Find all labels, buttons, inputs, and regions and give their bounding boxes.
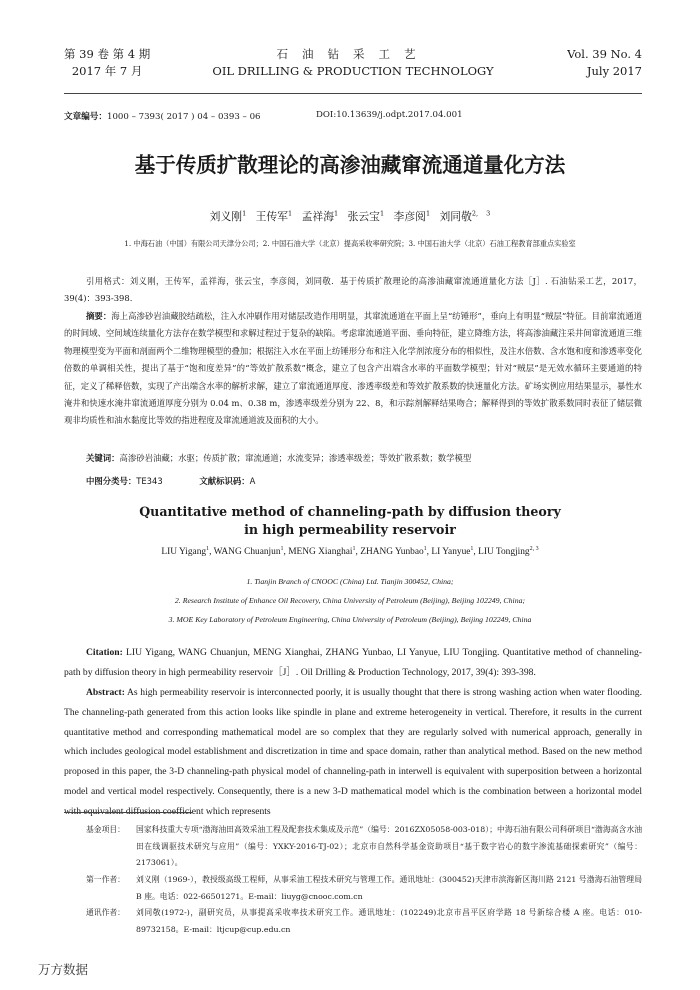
- footnote-funding-label: 基金项目：: [86, 825, 125, 834]
- author-list-cn: [0, 209, 700, 224]
- abstract-en-text: As high permeability reservoir is interconnected poorly, it is usually thought that there is strong washing action when water flooding. The channeling-path generated from this action looks like spindle in plane and extreme heterogeneity in vertical. Therefore, it results in the current quantitative method and corresponding mathematical model are so complex that they are regularly solved with numerical approach, generally in which includes geological model establishment and discretization in time and space domain, rather than analytical method. Based on the new method proposed in this paper, the 3-D channeling-path physical model of channeling-path in interwell is equivalent with superposition between a horizontal model and vertical model respectively. Consequently, there is a new 3-D mathematical model which is the combination between a horizontal model with equivalent diffusion coefficient which represents: [64, 687, 642, 817]
- header-issue-en: [567, 46, 642, 80]
- doi: DOI:10.13639/j.odpt.2017.04.001: [316, 110, 463, 120]
- abstract-cn-label: 摘要：: [86, 311, 112, 321]
- author-cn: 刘义刚$^1$: [209, 209, 247, 223]
- author-en: LIU Yigang$^1$,: [161, 546, 214, 558]
- footnote-first-author-label: 第一作者：: [86, 875, 125, 884]
- citation-en: [64, 643, 642, 683]
- keywords-cn-label: 关键词：: [86, 453, 120, 463]
- title-en-line-2: in high permeability reservoir: [244, 522, 456, 537]
- header-volume-en: Vol. 39 No. 4: [567, 47, 642, 61]
- affiliation-en: 1. Tianjin Branch of CNOOC (China) Ltd. Tianjin 300452, China;: [246, 577, 454, 586]
- citation-cn: 引用格式：刘义刚，王传军，孟祥海，张云宝，李彦阅，刘同敬．基于传质扩散理论的高渗油藏窜流通道量化方法［J］. 石油钻采工艺，2017，39(4)：393-398.: [64, 276, 642, 304]
- header-journal-en: OIL DRILLING & PRODUCTION TECHNOLOGY: [212, 64, 494, 78]
- footnote-corresponding-author: [64, 905, 642, 938]
- header-date-en: July 2017: [586, 64, 642, 78]
- author-list-en: [0, 546, 700, 557]
- footnote-funding: [64, 822, 642, 872]
- author-cn: 孟祥海$^1$: [301, 209, 339, 223]
- abstract-cn-text: 海上高渗砂岩油藏胶结疏松，注入水冲刷作用对储层改造作用明显，其窜流通道在平面上呈“纺锤形”，垂向上有明显“贼层”特征。目前窜流通道的时间域、空间域连续量化方法存在数学模型和求解过程过于复杂的缺陷。考虑窜流通道平面、垂向特征，建立降维方法，将高渗油藏注采井间窜流通道三维物理模型变为平面和剖面两个二维物理模型的叠加；根据注入水在平面上纺锤形分布和注入化学剂浓度分布的相似性，及注水倍数、含水饱和度和渗透率变化倍数的单调相关性，提出了基于“饱和度差异”的“等效扩散系数”概念，建立了包含产出端含水率的平面数学模型；针对“贼层”是无效水循环主要通道的特征，定义了稀释倍数，实现了产出端含水率的解析求解，建立了窜流通道厚度、渗透率级差和等效扩散系数的快速量化方法。矿场实例应用结果显示，暴性水淹井和快速水淹井窜流通道厚度分别为 0.04 m、0.38 m，渗透率级差分别为 22、8，和示踪剂解释结果吻合；解释得到的等效扩散系数同时表征了储层微观非均质性和油水黏度比等效的指进程度及窜流通道波及面积的大小。: [64, 311, 643, 426]
- keywords-cn: [64, 450, 642, 467]
- footnote-rule: [64, 812, 192, 813]
- footnote-corresponding-label: 通讯作者：: [86, 908, 125, 917]
- author-en: LI Yanyue$^1$,: [431, 546, 479, 558]
- doc-code-label: 文献标识码：: [199, 476, 250, 486]
- affiliation-en: 2. Research Institute of Enhance Oil Recovery, China University of Petroleum (Beijing), Beijing 102249, China;: [174, 596, 526, 605]
- affiliations-cn: 1. 中海石油（中国）有限公司天津分公司；2. 中国石油大学（北京）提高采收率研究院；3. 中国石油大学（北京）石油工程教育部重点实验室: [124, 239, 576, 248]
- abstract-cn: [64, 308, 642, 430]
- footnote-first-author-text: 刘义刚（1969-），教授级高级工程师，从事采油工程技术研究与管理工作。通讯地址：(300452)天津市滨海新区海川路 2121 号渤海石油管理局 B 座。电话：022-66501271。E-mail：liuyg@cnooc.com.cn: [136, 875, 642, 901]
- article-number-value: 1000 – 7393( 2017 ) 04 – 0393 – 06: [106, 112, 261, 122]
- citation-en-label: Citation:: [86, 647, 123, 658]
- citation-en-text: LIU Yigang, WANG Chuanjun, MENG Xianghai, ZHANG Yunbao, LI Yanyue, LIU Tongjing. Quantitative method of channeling-path by diffusion theory in high permeability reservoir［J］. Oil Drilling & Production Technology, 2017, 39(4): 393-398.: [64, 647, 642, 678]
- affiliations-en: [0, 572, 700, 629]
- doc-code-value: A: [249, 476, 256, 486]
- author-en: WANG Chuanjun$^1$,: [213, 546, 289, 558]
- abstract-en: [64, 683, 642, 822]
- header-journal-cn: 石油钻采工艺: [276, 47, 430, 61]
- author-cn: 刘同敬$^{2, 3}$: [439, 209, 491, 223]
- page-title-cn: 基于传质扩散理论的高渗油藏窜流通道量化方法: [134, 153, 566, 177]
- footnote-funding-text: 国家科技重大专项“渤海油田高效采油工程及配套技术集成及示范”（编号：2016ZX05058-003-018）；中海石油有限公司科研项目“渤海高含水油田在线调驱技术研究与应用”（编号：YXKY-2016-TJ-02）；北京市自然科学基金资助项目“基于数字岩心的数字渗流基础探索研究”（编号：2173061）。: [136, 825, 642, 867]
- classification: [64, 473, 642, 490]
- author-en: MENG Xianghai$^1$,: [288, 546, 361, 558]
- header-date-cn: 2017 年 7 月: [71, 64, 143, 78]
- keywords-cn-text: 高渗砂岩油藏；水驱；传质扩散；窜流通道；水流变异；渗透率级差；等效扩散系数；数学模型: [119, 453, 472, 463]
- title-en-line-1: Quantitative method of channeling-path by diffusion theory: [139, 504, 561, 519]
- author-en: ZHANG Yunbao$^1$,: [360, 546, 432, 558]
- affiliation-en: 3. MOE Key Laboratory of Petroleum Engineering, China University of Petroleum (Beijing), Beijing 102249, China: [168, 615, 532, 624]
- clc-label: 中图分类号：: [86, 476, 137, 486]
- page-title-en: [0, 503, 700, 539]
- footnote-corresponding-text: 刘同敬(1972-)，副研究员，从事提高采收率技术研究工作。通讯地址：(102249)北京市昌平区府学路 18 号新综合楼 A 座。电话：010-89732158。E-mail：ltjcup@cup.edu.cn: [136, 908, 642, 934]
- author-cn: 李彦阅$^1$: [393, 209, 431, 223]
- header-rule: [64, 93, 642, 94]
- author-en: LIU Tongjing$^{2, 3}$: [478, 546, 539, 558]
- abstract-en-label: Abstract:: [86, 687, 125, 698]
- author-cn: 王传军$^1$: [255, 209, 293, 223]
- article-number: [64, 110, 642, 122]
- footnote-first-author: [64, 872, 642, 905]
- running-header: [64, 46, 642, 86]
- clc-value: TE343: [136, 476, 163, 486]
- article-number-label: 文章编号：: [64, 112, 107, 122]
- wanfang-watermark: 万方数据: [38, 962, 89, 977]
- author-cn: 张云宝$^1$: [347, 209, 385, 223]
- header-journal: [64, 46, 642, 80]
- header-volume-cn: 第 39 卷 第 4 期: [64, 47, 151, 61]
